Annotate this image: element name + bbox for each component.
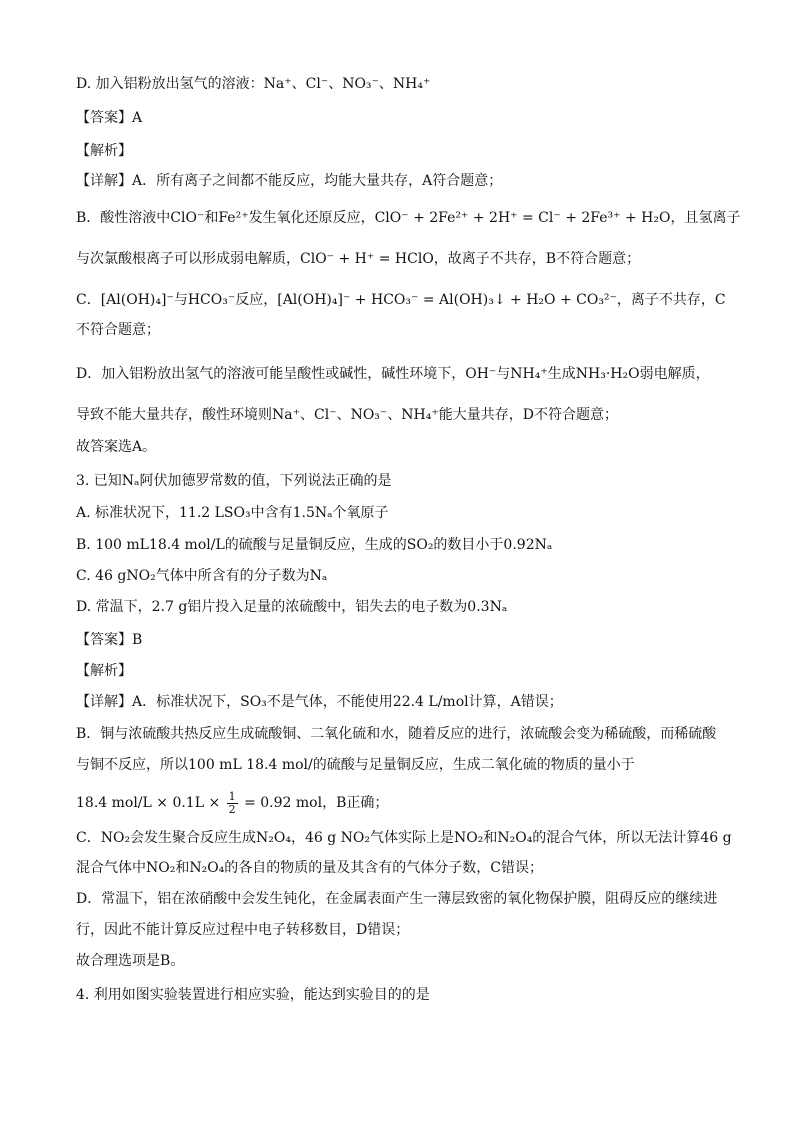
analysis-label-2: 【解析】 bbox=[76, 663, 132, 679]
explanation-3b-2: 与铜不反应，所以100 mL 18.4 mol/的硫酸与足量铜反应，生成二氧化硫的物质的量小于 bbox=[76, 757, 635, 773]
explanation-b-2: 与次氯酸根离子可以形成弱电解质，ClO⁻ + H⁺ = HClO，故离子不共存，B不符合题意； bbox=[76, 251, 641, 267]
conclusion-1: 故答案选A。 bbox=[76, 439, 157, 455]
explanation-d-1: D．加入铝粉放出氢气的溶液可能呈酸性或碱性，碱性环境下，OH⁻与NH₄⁺生成NH₃·H₂O弱电解质， bbox=[76, 366, 710, 382]
explanation-3c-1: C．NO₂会发生聚合反应生成N₂O₄，46 g NO₂气体实际上是NO₂和N₂O₄的混合气体，所以无法计算46 g bbox=[76, 830, 732, 846]
formula-right: = 0.92 mol，B正确； bbox=[244, 795, 389, 811]
explanation-3b-3 bbox=[76, 786, 728, 820]
question-3-option-b: B. 100 mL18.4 mol/L的硫酸与足量铜反应，生成的SO₂的数目小于0.92Nₐ bbox=[76, 537, 553, 553]
explanation-c-2: 不符合题意； bbox=[76, 322, 160, 338]
conclusion-2: 故合理选项是B。 bbox=[76, 953, 185, 969]
question-3-option-c: C. 46 gNO₂气体中所含有的分子数为Nₐ bbox=[76, 568, 328, 584]
question-4-stem: 4. 利用如图实验装置进行相应实验，能达到实验目的的是 bbox=[76, 987, 430, 1003]
formula-left: 18.4 mol/L × 0.1L × bbox=[76, 795, 225, 811]
explanation-3a: 【详解】A．标准状况下，SO₃不是气体，不能使用22.4 L/mol计算，A错误； bbox=[76, 694, 563, 710]
question-3-option-a: A. 标准状况下，11.2 LSO₃中含有1.5Nₐ个氧原子 bbox=[76, 505, 389, 521]
fraction-one-half bbox=[227, 791, 238, 816]
explanation-3c-2: 混合气体中NO₂和N₂O₄的各自的物质的量及其含有的气体分子数，C错误； bbox=[76, 860, 544, 876]
answer-label-2: 【答案】B bbox=[76, 632, 143, 648]
explanation-3b-1: B．铜与浓硫酸共热反应生成硫酸铜、二氧化硫和水，随着反应的进行，浓硫酸会变为稀硫酸，而稀硫酸 bbox=[76, 726, 717, 742]
explanation-3d-1: D．常温下，铝在浓硝酸中会发生钝化，在金属表面产生一薄层致密的氧化物保护膜，阻碍反应的继续进 bbox=[76, 891, 718, 907]
explanation-a: 【详解】A．所有离子之间都不能反应，均能大量共存，A符合题意； bbox=[76, 173, 503, 189]
analysis-label: 【解析】 bbox=[76, 143, 132, 159]
explanation-c-1: C．[Al(OH)₄]⁻与HCO₃⁻反应，[Al(OH)₄]⁻ + HCO₃⁻ = Al(OH)₃↓ + H₂O + CO₃²⁻，离子不共存，C bbox=[76, 292, 726, 308]
fraction-numerator: 1 bbox=[228, 789, 236, 803]
question-3-option-d: D. 常温下，2.7 g铝片投入足量的浓硫酸中，铝失去的电子数为0.3Nₐ bbox=[76, 599, 508, 615]
answer-label: 【答案】A bbox=[76, 110, 143, 126]
option-d-line: D. 加入铝粉放出氢气的溶液：Na⁺、Cl⁻、NO₃⁻、NH₄⁺ bbox=[76, 76, 431, 92]
explanation-b-1: B．酸性溶液中ClO⁻和Fe²⁺发生氧化还原反应，ClO⁻ + 2Fe²⁺ + 2H⁺ = Cl⁻ + 2Fe³⁺ + H₂O，且氢离子 bbox=[76, 210, 741, 226]
explanation-3d-2: 行，因此不能计算反应过程中电子转移数目，D错误； bbox=[76, 922, 410, 938]
fraction-denominator: 2 bbox=[228, 802, 236, 816]
question-3-stem: 3. 已知Nₐ阿伏加德罗常数的值，下列说法正确的是 bbox=[76, 473, 392, 489]
explanation-d-2: 导致不能大量共存，酸性环境则Na⁺、Cl⁻、NO₃⁻、NH₄⁺能大量共存，D不符合题意； bbox=[76, 407, 618, 423]
